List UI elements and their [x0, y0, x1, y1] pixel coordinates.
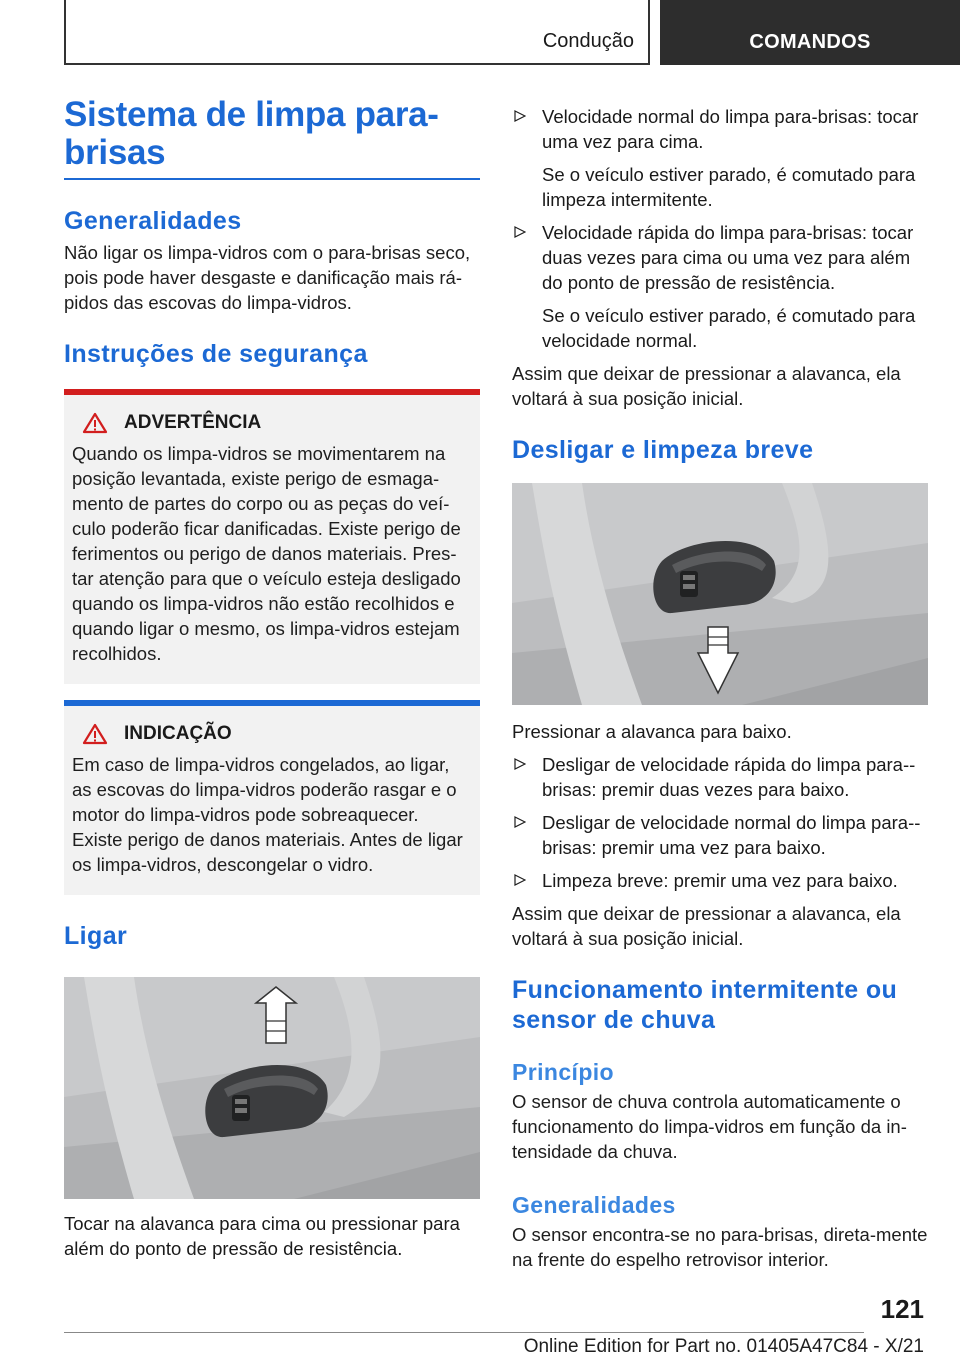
- principle-heading: Princípio: [512, 1059, 615, 1085]
- off-list: [512, 752, 928, 893]
- warning-text: Quando os limpa-vidros se movimentarem na posição levantada, existe perigo de esmaga-mento de partes do corpo ou as peças do veí-culo poderão ficar danificadas. Existe perigo de ferimentos ou perigo de danos materiais. Pres-tar atenção para que o veículo esteja desligado quando os limpa-vidros não estão recolhidos e quando ligar o mesmo, os limpa-vidros estejam recolhidos.: [72, 443, 461, 664]
- general-text: Não ligar os limpa-vidros com o para-brisas seco, pois pode haver desgaste e danificação mais rá-pidos das escovas do limpa-vidros.: [64, 242, 471, 313]
- chapter-tab: COMANDOS: [660, 0, 960, 65]
- page-title: Sistema de limpa para-brisas: [64, 96, 480, 180]
- wiper-lever-down-image: [512, 483, 928, 705]
- principle-text: O sensor de chuva controla automaticamente o funcionamento do limpa-vidros em função da in-tensidade da chuva.: [512, 1091, 907, 1162]
- triangle-bullet-icon: [514, 110, 526, 122]
- warning-triangle-icon: [82, 412, 108, 434]
- triangle-bullet-icon: [514, 758, 526, 770]
- triangle-bullet-icon: [514, 874, 526, 886]
- warning-label: ADVERTÊNCIA: [124, 412, 262, 433]
- notice-text: Em caso de limpa-vidros congelados, ao ligar, as escovas do limpa-vidros poderão rasgar e o motor do limpa-vidros pode sobreaquecer. Existe perigo de danos materiais. Antes de ligar os limpa-vidros, descongelar o vidro.: [72, 754, 463, 875]
- warning-header: [72, 409, 472, 437]
- notice-header: [72, 720, 472, 748]
- list-item: Desligar de velocidade rápida do limpa para--brisas: premir duas vezes para baixo.: [512, 752, 928, 802]
- list-item: Desligar de velocidade normal do limpa para--brisas: premir uma vez para baixo.: [512, 810, 928, 860]
- section-label: Condução: [542, 30, 634, 52]
- page-number: 121: [880, 1294, 924, 1324]
- general-heading: Generalidades: [64, 207, 242, 235]
- safety-heading: Instruções de segurança: [64, 340, 368, 368]
- left-column: [64, 96, 480, 1261]
- section-box: [64, 0, 650, 65]
- page-header: [0, 0, 960, 66]
- list-item: Velocidade rápida do limpa para-brisas: tocar duas vezes para cima ou uma vez para além do ponto de pressão de resistência. Se o veículo estiver parado, é comutado para velocidade normal.: [512, 220, 928, 353]
- triangle-bullet-icon: [514, 816, 526, 828]
- release-text-2: Assim que deixar de pressionar a alavanca, ela voltará à sua posição inicial.: [512, 903, 901, 949]
- triangle-bullet-icon: [514, 226, 526, 238]
- speed-list: [512, 104, 928, 353]
- on-heading: Ligar: [64, 922, 128, 950]
- wiper-lever-up-image: [64, 977, 480, 1199]
- interval-heading: Funcionamento intermitente ou sensor de chuva: [512, 976, 898, 1034]
- notice-label: INDICAÇÃO: [124, 723, 232, 744]
- off-heading: Desligar e limpeza breve: [512, 436, 814, 464]
- warning-box: [64, 389, 480, 684]
- footer-divider: [64, 1332, 864, 1333]
- list-item: Velocidade normal do limpa para-brisas: tocar uma vez para cima. Se o veículo estiver parado, é comutado para limpeza intermitente.: [512, 104, 928, 212]
- edition-text: Online Edition for Part no. 01405A47C84 - X/21: [523, 1336, 924, 1357]
- general-heading-2: Generalidades: [512, 1192, 676, 1218]
- on-caption: Tocar na alavanca para cima ou pressionar para além do ponto de pressão de resistência.: [64, 1213, 460, 1259]
- general-text-2: O sensor encontra-se no para-brisas, direta-mente na frente do espelho retrovisor interior.: [512, 1224, 928, 1270]
- release-text-1: Assim que deixar de pressionar a alavanca, ela voltará à sua posição inicial.: [512, 363, 901, 409]
- off-caption: Pressionar a alavanca para baixo.: [512, 721, 792, 742]
- list-item: Limpeza breve: premir uma vez para baixo.: [512, 868, 928, 893]
- notice-box: [64, 700, 480, 895]
- notice-triangle-icon: [82, 723, 108, 745]
- right-column: [512, 104, 928, 1272]
